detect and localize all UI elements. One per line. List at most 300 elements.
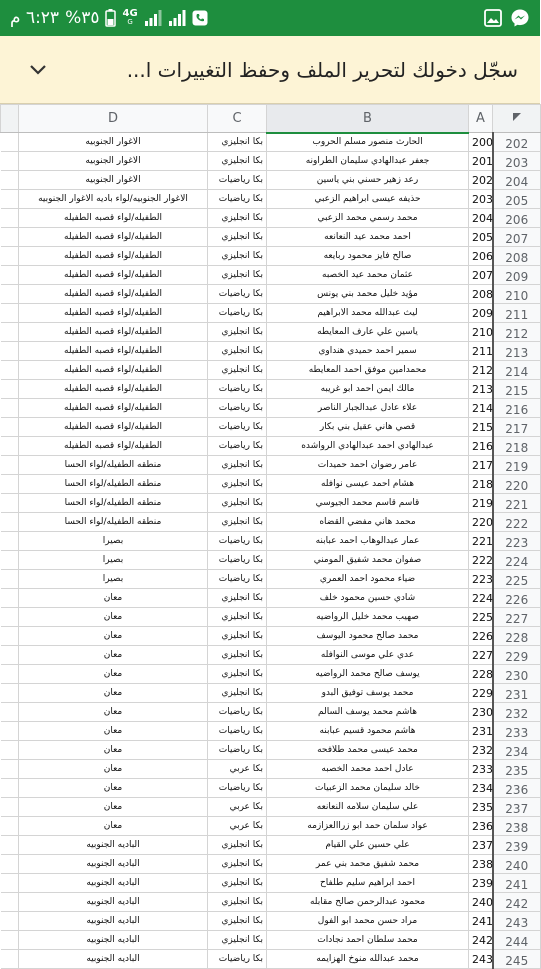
cell-b[interactable]: محمد شفيق محمد بني عمر bbox=[267, 855, 469, 874]
row-number[interactable]: 230 bbox=[493, 665, 541, 684]
cell-c[interactable]: بكا انجليزي bbox=[208, 893, 267, 912]
cell-b[interactable]: علي حسين علي القيام bbox=[267, 836, 469, 855]
cell-a[interactable]: 225 bbox=[469, 608, 493, 627]
cell-c[interactable]: بكا انجليزي bbox=[208, 836, 267, 855]
cell-b[interactable]: مالك ايمن احمد ابو غريبه bbox=[267, 380, 469, 399]
left-stub-cell bbox=[1, 361, 19, 380]
cell-b[interactable]: عادل احمد محمد الخصبه bbox=[267, 760, 469, 779]
cell-a[interactable]: 211 bbox=[469, 342, 493, 361]
cell-b[interactable]: هاشم محمد يوسف السالم bbox=[267, 703, 469, 722]
cell-d[interactable]: الطفيله/لواء قصبه الطفيله bbox=[19, 418, 208, 437]
cell-c[interactable]: بكا انجليزي bbox=[208, 912, 267, 931]
cell-d[interactable]: الطفيله/لواء قصبه الطفيله bbox=[19, 342, 208, 361]
cell-d[interactable]: الطفيله/لواء قصبه الطفيله bbox=[19, 380, 208, 399]
cell-c[interactable]: بكا انجليزي bbox=[208, 855, 267, 874]
signal-icon bbox=[144, 10, 162, 26]
cell-a[interactable]: 205 bbox=[469, 228, 493, 247]
cell-d[interactable]: بصيرا bbox=[19, 570, 208, 589]
cell-d[interactable]: بصيرا bbox=[19, 551, 208, 570]
cell-d[interactable]: معان bbox=[19, 779, 208, 798]
column-header-a[interactable]: A bbox=[469, 105, 493, 133]
row-number[interactable]: 233 bbox=[493, 722, 541, 741]
cell-a[interactable]: 216 bbox=[469, 437, 493, 456]
table-row bbox=[1, 209, 541, 228]
cell-d[interactable]: الاغوار الجنوبيه bbox=[19, 152, 208, 171]
cell-d[interactable]: معان bbox=[19, 760, 208, 779]
cell-c[interactable]: بكا رياضيات bbox=[208, 399, 267, 418]
cell-a[interactable]: 224 bbox=[469, 589, 493, 608]
cell-b[interactable]: احمد ابراهيم سليم طلفاح bbox=[267, 874, 469, 893]
cell-a[interactable]: 200 bbox=[469, 133, 493, 152]
table-row bbox=[1, 722, 541, 741]
table-row bbox=[1, 836, 541, 855]
row-number[interactable]: 222 bbox=[493, 513, 541, 532]
cell-c[interactable]: بكا انجليزي bbox=[208, 323, 267, 342]
spreadsheet-grid[interactable] bbox=[0, 104, 540, 968]
status-right-group bbox=[484, 8, 530, 28]
cell-b[interactable]: محمدامين موفق احمد المعايطه bbox=[267, 361, 469, 380]
cell-d[interactable]: معان bbox=[19, 684, 208, 703]
sheet-table bbox=[0, 104, 541, 969]
row-number[interactable]: 207 bbox=[493, 228, 541, 247]
cell-c[interactable]: بكا رياضيات bbox=[208, 722, 267, 741]
cell-d[interactable]: معان bbox=[19, 665, 208, 684]
cell-c[interactable]: بكا رياضيات bbox=[208, 285, 267, 304]
row-number[interactable]: 241 bbox=[493, 874, 541, 893]
cell-a[interactable]: 236 bbox=[469, 817, 493, 836]
cell-c[interactable]: بكا رياضيات bbox=[208, 950, 267, 969]
cell-a[interactable]: 218 bbox=[469, 475, 493, 494]
cell-a[interactable]: 212 bbox=[469, 361, 493, 380]
cell-d[interactable]: معان bbox=[19, 627, 208, 646]
cell-c[interactable]: بكا رياضيات bbox=[208, 779, 267, 798]
row-number[interactable]: 213 bbox=[493, 342, 541, 361]
left-stub-cell bbox=[1, 456, 19, 475]
cell-d[interactable]: الطفيله/لواء قصبه الطفيله bbox=[19, 209, 208, 228]
row-number[interactable]: 215 bbox=[493, 380, 541, 399]
cell-a[interactable]: 201 bbox=[469, 152, 493, 171]
cell-d[interactable]: معان bbox=[19, 703, 208, 722]
cell-c[interactable]: بكا انجليزي bbox=[208, 133, 267, 152]
cell-a[interactable]: 240 bbox=[469, 893, 493, 912]
select-all-corner[interactable] bbox=[493, 105, 541, 133]
clock: ٦:٢٣ م bbox=[10, 8, 60, 28]
cell-c[interactable]: بكا رياضيات bbox=[208, 380, 267, 399]
row-number[interactable]: 236 bbox=[493, 779, 541, 798]
phone-icon bbox=[192, 10, 208, 26]
cell-b[interactable]: مؤيد خليل محمد بني يونس bbox=[267, 285, 469, 304]
left-stub-cell bbox=[1, 399, 19, 418]
left-stub-cell bbox=[1, 912, 19, 931]
battery-icon bbox=[105, 9, 116, 27]
row-number[interactable]: 205 bbox=[493, 190, 541, 209]
cell-d[interactable]: منطقه الطفيله/لواء الحسا bbox=[19, 513, 208, 532]
left-stub-cell bbox=[1, 342, 19, 361]
cell-d[interactable]: معان bbox=[19, 798, 208, 817]
cell-d[interactable]: معان bbox=[19, 589, 208, 608]
cell-a[interactable]: 230 bbox=[469, 703, 493, 722]
cell-a[interactable]: 228 bbox=[469, 665, 493, 684]
left-stub-cell bbox=[1, 494, 19, 513]
status-left-group bbox=[10, 8, 208, 28]
cell-c[interactable]: بكا رياضيات bbox=[208, 304, 267, 323]
cell-d[interactable]: الطفيله/لواء قصبه الطفيله bbox=[19, 228, 208, 247]
left-stub-cell bbox=[1, 779, 19, 798]
row-number[interactable]: 244 bbox=[493, 931, 541, 950]
left-stub-cell bbox=[1, 513, 19, 532]
cell-a[interactable]: 214 bbox=[469, 399, 493, 418]
cell-c[interactable]: بكا انجليزي bbox=[208, 209, 267, 228]
cell-a[interactable]: 234 bbox=[469, 779, 493, 798]
left-stub-cell bbox=[1, 684, 19, 703]
expand-banner-button[interactable] bbox=[0, 36, 76, 104]
cell-a[interactable]: 222 bbox=[469, 551, 493, 570]
row-number[interactable]: 223 bbox=[493, 532, 541, 551]
cell-a[interactable]: 209 bbox=[469, 304, 493, 323]
left-stub-cell bbox=[1, 532, 19, 551]
left-stub-cell bbox=[1, 893, 19, 912]
table-row bbox=[1, 437, 541, 456]
cell-c[interactable]: بكا انجليزي bbox=[208, 342, 267, 361]
cell-c[interactable]: بكا رياضيات bbox=[208, 741, 267, 760]
cell-c[interactable]: بكا انجليزي bbox=[208, 228, 267, 247]
table-row bbox=[1, 589, 541, 608]
cell-a[interactable]: 215 bbox=[469, 418, 493, 437]
table-row bbox=[1, 760, 541, 779]
cell-b[interactable]: عواد سلمان حمد ابو زراالعزازمه bbox=[267, 817, 469, 836]
table-row bbox=[1, 152, 541, 171]
cell-c[interactable]: بكا انجليزي bbox=[208, 266, 267, 285]
cell-d[interactable]: الطفيله/لواء قصبه الطفيله bbox=[19, 285, 208, 304]
row-number[interactable]: 228 bbox=[493, 627, 541, 646]
cell-c[interactable]: بكا انجليزي bbox=[208, 931, 267, 950]
left-stub-cell bbox=[1, 247, 19, 266]
cell-d[interactable]: معان bbox=[19, 722, 208, 741]
cell-b[interactable]: شادي حسين محمود خلف bbox=[267, 589, 469, 608]
row-number[interactable]: 238 bbox=[493, 817, 541, 836]
cell-c[interactable]: بكا انجليزي bbox=[208, 589, 267, 608]
left-stub-cell bbox=[1, 418, 19, 437]
cell-d[interactable]: الطفيله/لواء قصبه الطفيله bbox=[19, 304, 208, 323]
cell-a[interactable]: 237 bbox=[469, 836, 493, 855]
left-stub-header bbox=[1, 105, 19, 133]
cell-b[interactable]: محمد رسمي محمد الزعبي bbox=[267, 209, 469, 228]
cell-a[interactable]: 208 bbox=[469, 285, 493, 304]
cell-d[interactable]: الطفيله/لواء قصبه الطفيله bbox=[19, 399, 208, 418]
column-header-row bbox=[1, 105, 541, 133]
cell-d[interactable]: الباديه الجنوبيه bbox=[19, 855, 208, 874]
cell-b[interactable]: هاشم محمود قسيم عبابنه bbox=[267, 722, 469, 741]
cell-d[interactable]: منطقه الطفيله/لواء الحسا bbox=[19, 456, 208, 475]
column-header-d[interactable]: D bbox=[19, 105, 208, 133]
cell-a[interactable]: 221 bbox=[469, 532, 493, 551]
cell-c[interactable]: بكا انجليزي bbox=[208, 684, 267, 703]
row-number[interactable]: 234 bbox=[493, 741, 541, 760]
cell-b[interactable]: محمد عيسى محمد طلافحه bbox=[267, 741, 469, 760]
cell-a[interactable]: 231 bbox=[469, 722, 493, 741]
cell-a[interactable]: 206 bbox=[469, 247, 493, 266]
cell-b[interactable]: عامر رضوان احمد حميدات bbox=[267, 456, 469, 475]
sign-in-banner bbox=[0, 36, 540, 104]
left-stub-cell bbox=[1, 798, 19, 817]
cell-c[interactable]: بكا انجليزي bbox=[208, 608, 267, 627]
table-row bbox=[1, 247, 541, 266]
left-stub-cell bbox=[1, 874, 19, 893]
cell-b[interactable]: محمد يوسف توفيق البدو bbox=[267, 684, 469, 703]
cell-b[interactable]: صالح فايز محمود ربايعه bbox=[267, 247, 469, 266]
cell-c[interactable]: بكا انجليزي bbox=[208, 665, 267, 684]
row-number[interactable]: 212 bbox=[493, 323, 541, 342]
left-stub-cell bbox=[1, 380, 19, 399]
cell-c[interactable]: بكا رياضيات bbox=[208, 190, 267, 209]
row-number[interactable]: 204 bbox=[493, 171, 541, 190]
cell-a[interactable]: 213 bbox=[469, 380, 493, 399]
table-row bbox=[1, 665, 541, 684]
row-number[interactable]: 216 bbox=[493, 399, 541, 418]
cell-c[interactable]: بكا رياضيات bbox=[208, 551, 267, 570]
cell-c[interactable]: بكا عربي bbox=[208, 760, 267, 779]
cell-d[interactable]: الباديه الجنوبيه bbox=[19, 893, 208, 912]
cell-d[interactable]: الباديه الجنوبيه bbox=[19, 912, 208, 931]
cell-a[interactable]: 238 bbox=[469, 855, 493, 874]
table-row bbox=[1, 361, 541, 380]
table-row bbox=[1, 418, 541, 437]
cell-b[interactable]: محمد عبدالله منوخ الهزايمه bbox=[267, 950, 469, 969]
row-number[interactable]: 243 bbox=[493, 912, 541, 931]
row-number[interactable]: 231 bbox=[493, 684, 541, 703]
left-stub-cell bbox=[1, 551, 19, 570]
cell-d[interactable]: معان bbox=[19, 817, 208, 836]
row-number[interactable]: 235 bbox=[493, 760, 541, 779]
row-number[interactable]: 225 bbox=[493, 570, 541, 589]
row-number[interactable]: 226 bbox=[493, 589, 541, 608]
cell-d[interactable]: معان bbox=[19, 741, 208, 760]
cell-b[interactable]: عبدالهادي احمد عبدالهادي الرواشده bbox=[267, 437, 469, 456]
cell-d[interactable]: معان bbox=[19, 646, 208, 665]
table-row bbox=[1, 950, 541, 969]
cell-c[interactable]: بكا رياضيات bbox=[208, 171, 267, 190]
cell-c[interactable]: بكا انجليزي bbox=[208, 646, 267, 665]
table-row bbox=[1, 494, 541, 513]
cell-b[interactable]: مراد حسن محمد ابو الفول bbox=[267, 912, 469, 931]
table-row bbox=[1, 855, 541, 874]
cell-a[interactable]: 226 bbox=[469, 627, 493, 646]
left-stub-cell bbox=[1, 570, 19, 589]
cell-c[interactable]: بكا رياضيات bbox=[208, 437, 267, 456]
cell-a[interactable]: 239 bbox=[469, 874, 493, 893]
messenger-icon bbox=[510, 8, 530, 28]
left-stub-cell bbox=[1, 266, 19, 285]
cell-d[interactable]: الباديه الجنوبيه bbox=[19, 950, 208, 969]
table-row bbox=[1, 627, 541, 646]
row-number[interactable]: 203 bbox=[493, 152, 541, 171]
left-stub-cell bbox=[1, 228, 19, 247]
cell-b[interactable]: عثمان محمد عيد الخصبه bbox=[267, 266, 469, 285]
cell-b[interactable]: محمد سلطان احمد نجادات bbox=[267, 931, 469, 950]
table-row bbox=[1, 399, 541, 418]
cell-c[interactable]: بكا عربي bbox=[208, 798, 267, 817]
cell-c[interactable]: بكا انجليزي bbox=[208, 152, 267, 171]
cell-c[interactable]: بكا انجليزي bbox=[208, 627, 267, 646]
cell-b[interactable]: علي سليمان سلامه النعانعه bbox=[267, 798, 469, 817]
left-stub-cell bbox=[1, 950, 19, 969]
cell-d[interactable]: الباديه الجنوبيه bbox=[19, 931, 208, 950]
cell-a[interactable]: 207 bbox=[469, 266, 493, 285]
table-row bbox=[1, 304, 541, 323]
row-number[interactable]: 237 bbox=[493, 798, 541, 817]
cell-b[interactable]: محمود عبدالرحمن صالح مقابله bbox=[267, 893, 469, 912]
cell-c[interactable]: بكا انجليزي bbox=[208, 361, 267, 380]
cell-d[interactable]: بصيرا bbox=[19, 532, 208, 551]
cell-b[interactable]: سمير احمد حميدي هنداوي bbox=[267, 342, 469, 361]
cell-a[interactable]: 203 bbox=[469, 190, 493, 209]
cell-c[interactable]: بكا انجليزي bbox=[208, 456, 267, 475]
row-number[interactable]: 245 bbox=[493, 950, 541, 969]
cell-d[interactable]: الباديه الجنوبيه bbox=[19, 874, 208, 893]
table-row bbox=[1, 703, 541, 722]
cell-b[interactable]: يوسف صالح محمد الرواضيه bbox=[267, 665, 469, 684]
cell-b[interactable]: عدي علي موسى النوافله bbox=[267, 646, 469, 665]
cell-b[interactable]: قاسم قاسم محمد الجيوسي bbox=[267, 494, 469, 513]
cell-a[interactable]: 229 bbox=[469, 684, 493, 703]
corner-triangle-icon bbox=[512, 112, 522, 122]
row-number[interactable]: 242 bbox=[493, 893, 541, 912]
cell-a[interactable]: 223 bbox=[469, 570, 493, 589]
left-stub-cell bbox=[1, 152, 19, 171]
row-number[interactable]: 210 bbox=[493, 285, 541, 304]
cell-d[interactable]: الطفيله/لواء قصبه الطفيله bbox=[19, 247, 208, 266]
row-number[interactable]: 214 bbox=[493, 361, 541, 380]
cell-a[interactable]: 241 bbox=[469, 912, 493, 931]
row-number[interactable]: 208 bbox=[493, 247, 541, 266]
cell-b[interactable]: احمد محمد عيد النعانعه bbox=[267, 228, 469, 247]
cell-b[interactable]: الحارث منصور مسلم الحروب bbox=[267, 133, 469, 152]
column-header-c[interactable]: C bbox=[208, 105, 267, 133]
cell-b[interactable]: جعفر عبدالهادي سليمان الطراونه bbox=[267, 152, 469, 171]
left-stub-cell bbox=[1, 703, 19, 722]
row-number[interactable]: 229 bbox=[493, 646, 541, 665]
table-row bbox=[1, 684, 541, 703]
cell-d[interactable]: الباديه الجنوبيه bbox=[19, 836, 208, 855]
table-row bbox=[1, 874, 541, 893]
status-bar bbox=[0, 0, 540, 36]
row-number[interactable]: 232 bbox=[493, 703, 541, 722]
row-number[interactable]: 221 bbox=[493, 494, 541, 513]
row-number[interactable]: 218 bbox=[493, 437, 541, 456]
cell-b[interactable]: ليث عبدالله محمد الابراهيم bbox=[267, 304, 469, 323]
cell-b[interactable]: محمد صالح محمود اليوسف bbox=[267, 627, 469, 646]
cell-b[interactable]: ضياء محمود احمد العمري bbox=[267, 570, 469, 589]
cell-a[interactable]: 220 bbox=[469, 513, 493, 532]
cell-b[interactable]: صهيب محمد خليل الرواضيه bbox=[267, 608, 469, 627]
cell-d[interactable]: الاغوار الجنوبيه bbox=[19, 133, 208, 152]
cell-c[interactable]: بكا رياضيات bbox=[208, 532, 267, 551]
left-stub-cell bbox=[1, 836, 19, 855]
cell-c[interactable]: بكا انجليزي bbox=[208, 475, 267, 494]
cell-b[interactable]: عمار عبدالوهاب احمد عبابنه bbox=[267, 532, 469, 551]
cell-d[interactable]: الطفيله/لواء قصبه الطفيله bbox=[19, 323, 208, 342]
left-stub-cell bbox=[1, 760, 19, 779]
cell-b[interactable]: ياسين علي عارف المعايطه bbox=[267, 323, 469, 342]
row-number[interactable]: 227 bbox=[493, 608, 541, 627]
row-number[interactable]: 239 bbox=[493, 836, 541, 855]
cell-a[interactable]: 227 bbox=[469, 646, 493, 665]
cell-b[interactable]: علاء عادل عبدالجبار الناصر bbox=[267, 399, 469, 418]
table-row bbox=[1, 456, 541, 475]
cell-b[interactable]: قصي هاني عقيل بني بكار bbox=[267, 418, 469, 437]
cell-c[interactable]: بكا رياضيات bbox=[208, 418, 267, 437]
row-number[interactable]: 220 bbox=[493, 475, 541, 494]
cell-b[interactable]: خالد سليمان محمد الزعبيات bbox=[267, 779, 469, 798]
cell-d[interactable]: منطقه الطفيله/لواء الحسا bbox=[19, 494, 208, 513]
cell-b[interactable]: حذيفه عيسى ابراهيم الزعبي bbox=[267, 190, 469, 209]
cell-d[interactable]: منطقه الطفيله/لواء الحسا bbox=[19, 475, 208, 494]
left-stub-cell bbox=[1, 285, 19, 304]
cell-c[interactable]: بكا رياضيات bbox=[208, 570, 267, 589]
table-row bbox=[1, 912, 541, 931]
cell-d[interactable]: الاغوار الجنوبيه/لواء باديه الاغوار الجنوبيه bbox=[19, 190, 208, 209]
left-stub-cell bbox=[1, 437, 19, 456]
cell-c[interactable]: بكا عربي bbox=[208, 817, 267, 836]
row-number[interactable]: 211 bbox=[493, 304, 541, 323]
cell-d[interactable]: الاغوار الجنوبيه bbox=[19, 171, 208, 190]
cell-a[interactable]: 242 bbox=[469, 931, 493, 950]
cell-a[interactable]: 217 bbox=[469, 456, 493, 475]
cell-d[interactable]: الطفيله/لواء قصبه الطفيله bbox=[19, 437, 208, 456]
cell-a[interactable]: 233 bbox=[469, 760, 493, 779]
row-number[interactable]: 202 bbox=[493, 133, 541, 152]
cell-b[interactable]: صفوان محمد شفيق المومني bbox=[267, 551, 469, 570]
table-row bbox=[1, 190, 541, 209]
cell-b[interactable]: محمد هاني مفضي القضاه bbox=[267, 513, 469, 532]
sign-in-message[interactable]: سجّل دخولك لتحرير الملف وحفظ التغييرات ا... bbox=[126, 57, 518, 82]
cell-a[interactable]: 235 bbox=[469, 798, 493, 817]
cell-d[interactable]: معان bbox=[19, 608, 208, 627]
row-number[interactable]: 224 bbox=[493, 551, 541, 570]
cell-b[interactable]: رعد زهير حسني بني ياسين bbox=[267, 171, 469, 190]
cell-c[interactable]: بكا انجليزي bbox=[208, 494, 267, 513]
table-row bbox=[1, 551, 541, 570]
table-row bbox=[1, 228, 541, 247]
cell-a[interactable]: 210 bbox=[469, 323, 493, 342]
row-number[interactable]: 209 bbox=[493, 266, 541, 285]
cell-a[interactable]: 204 bbox=[469, 209, 493, 228]
row-number[interactable]: 240 bbox=[493, 855, 541, 874]
sheet-body bbox=[1, 133, 541, 969]
cell-c[interactable]: بكا انجليزي bbox=[208, 874, 267, 893]
row-number[interactable]: 219 bbox=[493, 456, 541, 475]
cell-a[interactable]: 219 bbox=[469, 494, 493, 513]
table-row bbox=[1, 570, 541, 589]
left-stub-cell bbox=[1, 646, 19, 665]
cell-c[interactable]: بكا انجليزي bbox=[208, 247, 267, 266]
cell-d[interactable]: الطفيله/لواء قصبه الطفيله bbox=[19, 266, 208, 285]
cell-a[interactable]: 232 bbox=[469, 741, 493, 760]
cell-c[interactable]: بكا رياضيات bbox=[208, 703, 267, 722]
cell-a[interactable]: 243 bbox=[469, 950, 493, 969]
table-row bbox=[1, 266, 541, 285]
cell-b[interactable]: هشام احمد عيسى نوافله bbox=[267, 475, 469, 494]
left-stub-cell bbox=[1, 133, 19, 152]
cell-a[interactable]: 202 bbox=[469, 171, 493, 190]
cell-d[interactable]: الطفيله/لواء قصبه الطفيله bbox=[19, 361, 208, 380]
column-header-b[interactable]: B bbox=[267, 105, 469, 133]
row-number[interactable]: 206 bbox=[493, 209, 541, 228]
table-row bbox=[1, 323, 541, 342]
row-number[interactable]: 217 bbox=[493, 418, 541, 437]
cell-c[interactable]: بكا انجليزي bbox=[208, 513, 267, 532]
table-row bbox=[1, 798, 541, 817]
